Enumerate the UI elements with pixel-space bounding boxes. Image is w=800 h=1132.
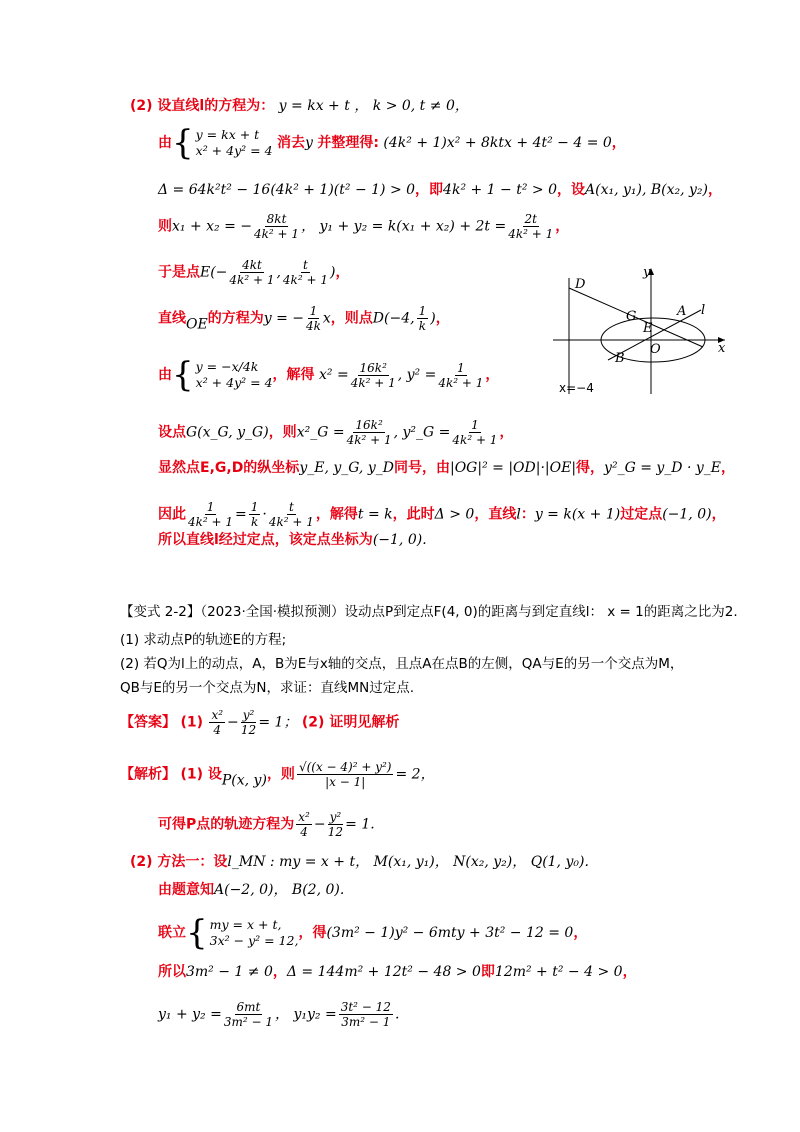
frac-numerator: 1: [457, 360, 465, 375]
line7-text-b: ，解得: [272, 367, 315, 383]
problem-title: 【变式 2-2】（2023·全国·模拟预测）设动点P到定点F(4, 0)的距离与到定直线l： x = 1的距离之比为2.: [120, 604, 738, 620]
analysis-line-6: [158, 962, 637, 982]
line-4: [158, 212, 569, 241]
line10-text-b: ，解得: [315, 506, 358, 523]
analysis2-frac1: [296, 810, 312, 839]
label-o: O: [650, 342, 661, 357]
frac-denominator: 4k² + 1: [452, 433, 498, 447]
frac-numerator: y²: [329, 810, 342, 824]
line10-frac1: [188, 500, 233, 529]
system-2: { y = −x/4k x² + 4y² = 4: [172, 355, 273, 395]
frac-denominator: 3m² − 1: [223, 1015, 274, 1029]
frac-denominator: 4k² + 1: [438, 375, 484, 390]
line11-text: 所以直线l经过定点，该定点坐标为: [158, 532, 373, 548]
line10-text-a: 因此: [158, 506, 186, 523]
answer-line: [120, 708, 399, 737]
line5-point-e: E(−: [200, 264, 228, 281]
analysis4-text: 由题意知: [158, 882, 214, 898]
label-x: x: [718, 341, 726, 356]
analysis7-sum: y₁ + y₂ =: [158, 1006, 222, 1023]
system-3: { my = x + t, 3x² − y² = 12,: [186, 913, 299, 953]
line10-point: (−1, 0): [662, 506, 712, 523]
line7-frac2: [438, 361, 483, 390]
analysis7-frac1: [224, 1000, 273, 1029]
line8-xg: x²_G =: [296, 424, 345, 441]
system2-row1: y = −x/4k: [195, 359, 259, 374]
frac-numerator: 16k²: [359, 360, 387, 375]
line10-text-c: ，此时: [392, 506, 435, 523]
line-6: [158, 304, 450, 335]
frac-numerator: x²: [211, 708, 224, 722]
frac-denominator: 4: [213, 723, 222, 737]
line8-text-b: ，则: [268, 424, 297, 441]
line10-eq: =: [235, 506, 247, 523]
analysis6-m2: Δ = 144m² + 12t² − 48 > 0: [286, 964, 481, 980]
frac-numerator: 2t: [524, 212, 537, 226]
line10-frac3: [269, 500, 314, 529]
question-2a: (2) 若Q为l上的动点，A，B为E与x轴的交点，且点A在点B的左侧，QA与E的另一个交点为M，: [120, 656, 684, 672]
analysis6-text-c: 即: [480, 964, 495, 980]
analysis6-m1: 3m² − 1 ≠ 0: [186, 964, 273, 980]
line6-end: ，: [435, 310, 450, 327]
line10-eq2: y = k(x + 1): [534, 506, 621, 523]
frac-denominator: 4k: [305, 319, 321, 333]
line7-end: ，: [485, 367, 500, 383]
line-9: [158, 458, 735, 478]
analysis2-minus: −: [313, 816, 326, 833]
line2-end: ，: [611, 135, 626, 151]
frac-numerator: 1: [250, 500, 259, 514]
answer-2: (2) 证明见解析: [301, 714, 400, 731]
line1-label: (2) 设直线l的方程为：: [130, 98, 275, 114]
line10-colon: ：: [520, 506, 535, 523]
line-8: [158, 418, 513, 447]
line1-math: y = kx + t: [278, 98, 350, 114]
label-y: y: [643, 265, 651, 280]
frac-numerator: t: [303, 258, 308, 272]
label-a: A: [677, 304, 687, 319]
analysis7-end: .: [394, 1006, 400, 1023]
frac-numerator: 6mt: [236, 1000, 261, 1014]
line2-text-b: 消去: [276, 135, 305, 151]
answer-frac1: [209, 708, 225, 737]
line10-dot: ·: [262, 506, 267, 523]
line8-end: ，: [499, 424, 514, 441]
analysis5-text-b: ，得: [298, 925, 327, 941]
frac-denominator: k: [418, 319, 427, 333]
analysis-point-p: P(x, y): [221, 772, 267, 789]
system1-row1: y = kx + t: [195, 127, 260, 142]
line11-point: (−1, 0): [372, 532, 423, 548]
analysis3-text: (2) 方法一：设: [130, 854, 228, 870]
analysis-line-2: [158, 810, 375, 839]
line6-point-d: D(−4,: [372, 310, 415, 327]
frac-denominator: 4k² + 1: [268, 515, 314, 529]
line6-eq: y = −: [263, 310, 304, 327]
line9-text-b: 同号，由: [393, 460, 450, 476]
line6-oe: OE: [186, 316, 208, 333]
analysis4-math: A(−2, 0)， B(2, 0).: [214, 882, 345, 898]
frac-numerator: x²: [298, 810, 310, 824]
line10-text-e: ，直线: [474, 506, 517, 523]
line3-eq2: 4k² + 1 − t² > 0: [443, 182, 557, 198]
line9-eq2: y²_G = y_D · y_E: [604, 460, 721, 476]
line-7: [158, 355, 500, 395]
answer-minus: −: [227, 714, 239, 731]
line8-yg: , y²_G =: [393, 424, 451, 441]
frac-denominator: 4k² + 1: [188, 515, 234, 529]
frac-denominator: 4k² + 1: [254, 227, 300, 241]
line7-frac1: [351, 361, 396, 390]
analysis-eq: = 2，: [395, 766, 435, 783]
frac-denominator: 3m² − 1: [341, 1015, 391, 1029]
label-g: G: [626, 309, 637, 324]
analysis-1-text: (1) 设: [180, 766, 222, 783]
label-x-minus-4: x=−4: [559, 381, 594, 395]
frac-denominator: 12: [327, 825, 344, 839]
line5-text: 于是点: [158, 264, 200, 281]
system2-row2: x² + 4y² = 4: [195, 375, 273, 390]
analysis6-m3: 12m² + t² − 4 > 0: [494, 964, 623, 980]
line-11: [158, 530, 427, 550]
line3-delta: Δ = 64k²t² − 16(4k² + 1)(t² − 1) > 0: [158, 182, 416, 198]
line9-coords: y_E, y_G, y_D: [299, 460, 394, 476]
line10-text-g: 过定点: [620, 506, 663, 523]
line9-text-c: 得，: [576, 460, 605, 476]
analysis3-math: l_MN : my = x + t， M(x₁, y₁)， N(x₂, y₂)， Q(1, y₀).: [227, 854, 589, 870]
line7-y2: , y² =: [397, 367, 437, 383]
line3-end: ，: [708, 182, 723, 198]
answer-1-label: (1): [180, 714, 203, 731]
label-l: l: [701, 303, 706, 318]
answer-frac2: [241, 708, 257, 737]
line5-comma: ,: [276, 264, 281, 281]
line2-var: y: [304, 135, 313, 151]
analysis-line-4: [158, 880, 344, 900]
line4-end: ，: [555, 218, 570, 235]
frac-numerator: 4kt: [242, 258, 262, 272]
line3-points: A(x₁, y₁), B(x₂, y₂): [585, 182, 709, 198]
frac-numerator: t: [288, 500, 294, 514]
frac-denominator: 4k² + 1: [229, 273, 275, 287]
analysis-line-1: [120, 760, 435, 791]
line10-l: l: [516, 506, 521, 523]
label-b: B: [615, 351, 625, 366]
analysis-ratio-frac: [297, 760, 394, 789]
line10-t: t = k: [357, 506, 393, 523]
line7-x2: x² =: [318, 367, 349, 383]
line5-close: ): [329, 264, 336, 281]
question-1: (1) 求动点P的轨迹E的方程;: [120, 632, 287, 648]
line5-frac1: [229, 258, 274, 287]
line2-text-a: 由: [158, 135, 172, 151]
frac-denominator: |x − 1|: [325, 775, 366, 789]
frac-denominator: 4k² + 1: [350, 375, 396, 390]
system-1: { y = kx + t x² + 4y² = 4: [172, 123, 273, 163]
analysis-label: 【解析】: [120, 766, 176, 783]
analysis-line-3: [130, 852, 589, 872]
line5-end: ，: [335, 264, 350, 281]
system3-row1: my = x + t,: [209, 917, 282, 932]
analysis6-text-a: 所以: [158, 964, 186, 980]
analysis-line-5: [158, 913, 588, 953]
analysis-line-7: [158, 1000, 399, 1029]
line3-text-a: ，即: [415, 182, 444, 198]
frac-numerator: 3t² − 12: [340, 1000, 391, 1014]
analysis5-text-a: 联立: [158, 925, 186, 941]
line8-frac1: [347, 418, 392, 447]
line4-sum: x₁ + x₂ = −: [172, 218, 253, 235]
analysis-text-b: ，则: [266, 766, 295, 783]
line8-frac2: [452, 418, 497, 447]
line-1: [130, 96, 469, 116]
analysis5-end: ，: [573, 925, 588, 941]
frac-numerator: √((x − 4)² + y²): [298, 760, 392, 774]
line3-text-b: ，设: [557, 182, 585, 198]
frac-numerator: 1: [471, 418, 479, 432]
frac-numerator: 1: [418, 304, 427, 318]
line6-text-b: 的方程为: [207, 310, 264, 327]
line9-eq: |OG|² = |OD|·|OE|: [449, 460, 577, 476]
line-3: [158, 180, 722, 200]
frac-numerator: 1: [309, 304, 318, 318]
line4-frac2: [508, 212, 553, 241]
line4-text: 则: [158, 218, 172, 235]
line6-x: x: [322, 310, 331, 327]
line1-cond: ， k > 0, t ≠ 0，: [354, 98, 469, 114]
line4-frac1: [254, 212, 299, 241]
analysis6-text-b: ，: [272, 964, 287, 980]
line7-text-a: 由: [158, 367, 172, 383]
line2-text-c: 并整理得:: [317, 135, 379, 151]
line6-close: ): [430, 310, 436, 327]
answer-label: 【答案】: [120, 714, 176, 731]
line8-point-g: G(x_G, y_G): [186, 424, 269, 441]
frac-numerator: y²: [242, 708, 255, 722]
frac-numerator: 8kt: [266, 212, 287, 226]
line8-text-a: 设点: [158, 424, 186, 441]
line9-text-a: 显然点E,G,D的纵坐标: [158, 460, 300, 476]
analysis7-product: ， y₁y₂ =: [275, 1006, 337, 1023]
line2-equation: (4k² + 1)x² + 8ktx + 4t² − 4 = 0: [383, 135, 612, 151]
frac-denominator: 4k² + 1: [282, 273, 328, 287]
frac-denominator: 12: [240, 723, 257, 737]
line5-frac2: [283, 258, 328, 287]
frac-denominator: 4k² + 1: [508, 227, 554, 241]
frac-denominator: 4: [300, 825, 308, 839]
line-5: [158, 258, 349, 287]
frac-numerator: 16k²: [355, 418, 383, 432]
analysis2-eq: = 1.: [345, 816, 375, 833]
label-d: D: [575, 277, 586, 292]
line11-end: .: [422, 532, 427, 548]
system3-row2: 3x² − y² = 12,: [209, 933, 299, 948]
label-e: E: [643, 321, 653, 336]
line10-frac2: [249, 500, 261, 529]
line6-text-a: 直线: [158, 310, 186, 327]
question-2b: QB与E的另一个交点为N，求证：直线MN过定点.: [120, 680, 415, 696]
line6-text-c: ，则点: [330, 310, 373, 327]
analysis5-eq: (3m² − 1)y² − 6mty + 3t² − 12 = 0: [326, 925, 574, 941]
frac-denominator: k: [250, 515, 259, 529]
analysis7-frac2: [339, 1000, 393, 1029]
line10-end: ，: [711, 506, 726, 523]
line10-delta: Δ > 0: [434, 506, 475, 523]
analysis2-text: 可得P点的轨迹方程为: [158, 816, 295, 833]
line6-frac1: [306, 304, 321, 333]
frac-numerator: 1: [206, 500, 215, 514]
answer-eq: = 1；: [258, 714, 298, 731]
geometry-figure: [553, 262, 733, 397]
line-2: [158, 123, 626, 163]
line6-frac2: [417, 304, 429, 333]
frac-denominator: 4k² + 1: [346, 433, 392, 447]
analysis2-frac2: [328, 810, 344, 839]
line-10: [158, 500, 726, 529]
line4-mid: ， y₁ + y₂ = k(x₁ + x₂) + 2t =: [301, 218, 507, 235]
system1-row2: x² + 4y² = 4: [195, 143, 273, 158]
line9-end: ，: [721, 460, 735, 476]
analysis6-end: ，: [622, 964, 637, 980]
